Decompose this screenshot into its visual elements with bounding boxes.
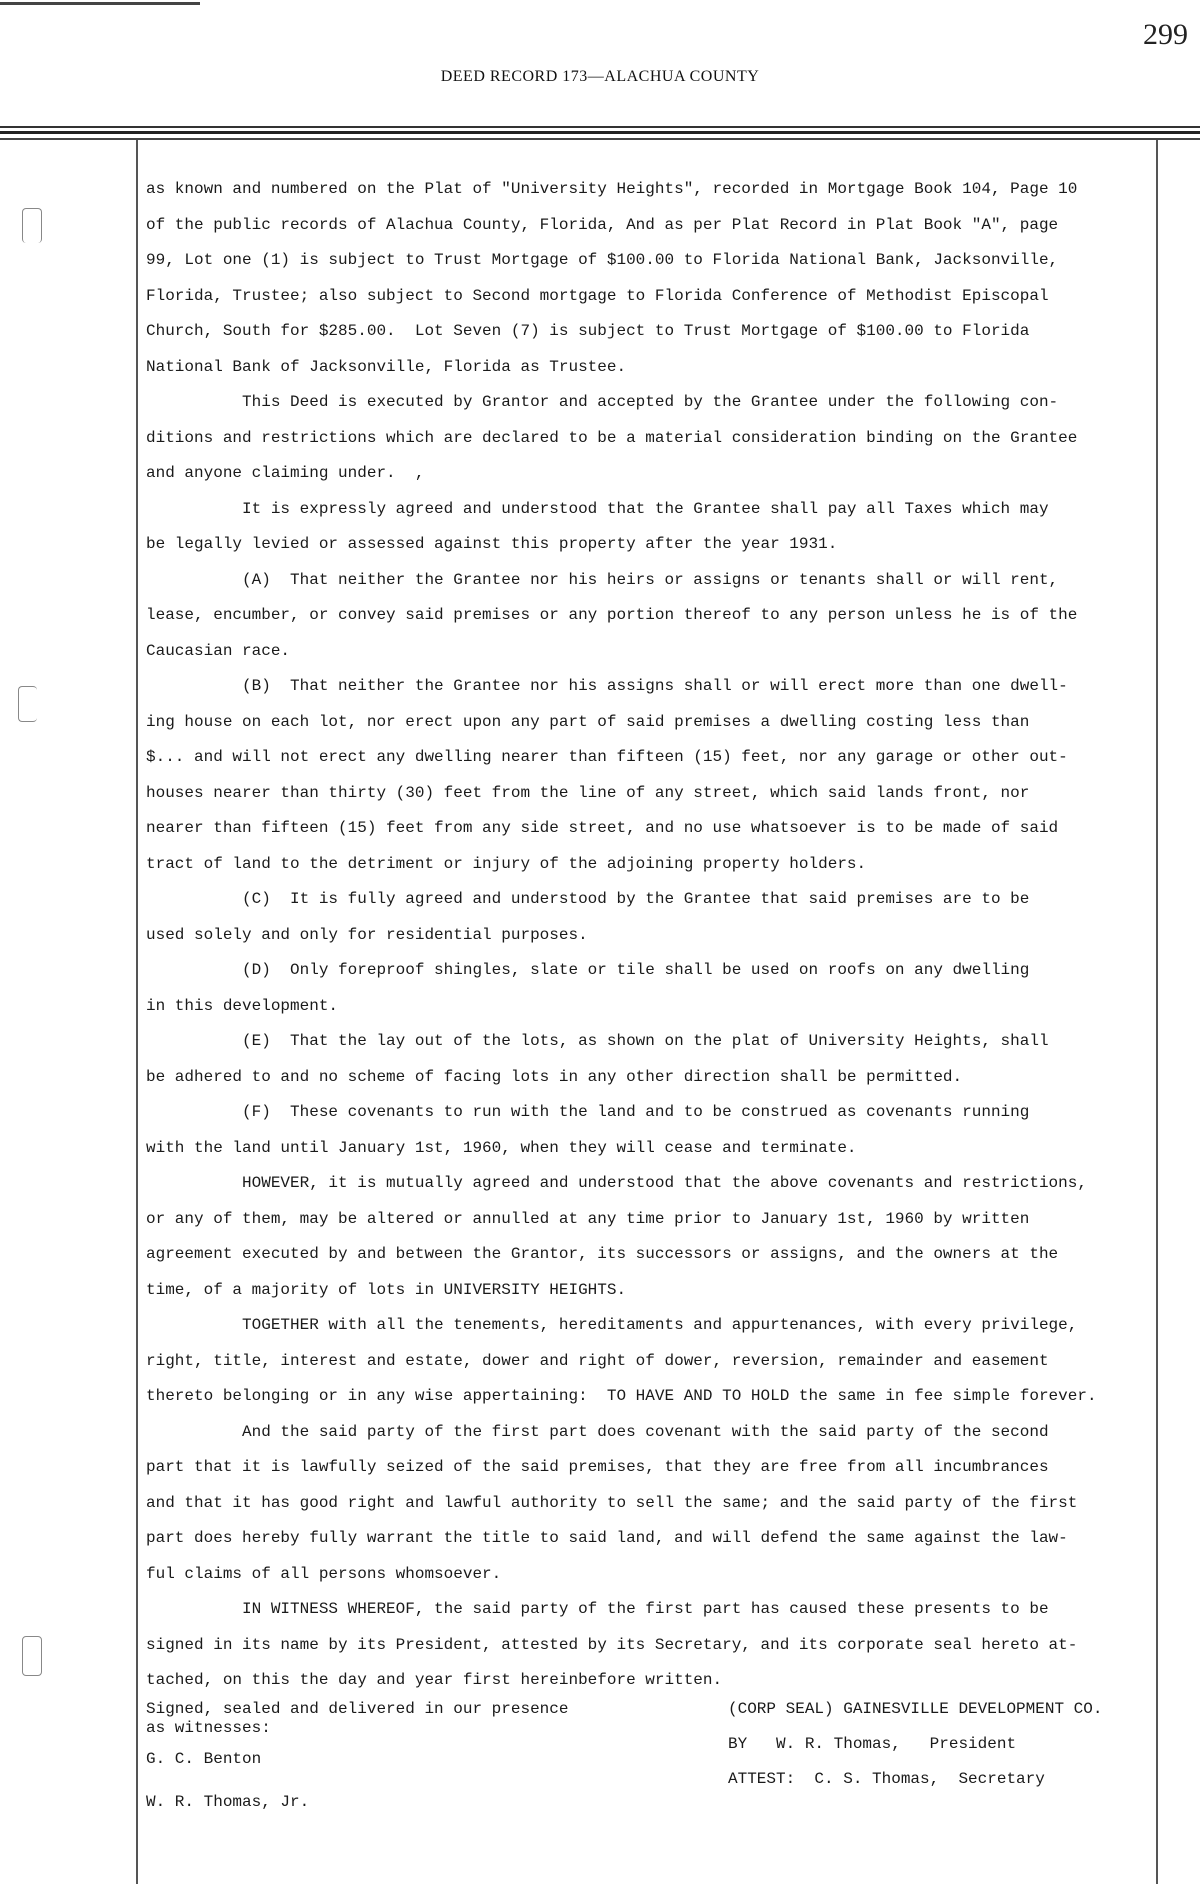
page-number: 299 — [1143, 18, 1188, 51]
secretary-attestation: ATTEST: C. S. Thomas, Secretary — [728, 1770, 1045, 1788]
text-line: be adhered to and no scheme of facing lots in any other direction shall be permitted. — [146, 1067, 963, 1086]
binder-hole-mark — [22, 1636, 42, 1676]
text-line: tract of land to the detriment or injury of the adjoining property holders. — [146, 854, 867, 873]
text-line: (B) That neither the Grantee nor his assigns shall or will erect more than one dwell- — [146, 677, 1068, 695]
text-line: (F) These covenants to run with the land and to be construed as covenants running — [146, 1103, 1030, 1121]
text-line: used solely and only for residential purposes. — [146, 925, 588, 944]
witness-heading: Signed, sealed and delivered in our presence as witnesses: — [146, 1700, 569, 1737]
header-rule — [0, 131, 1200, 134]
header-rule — [0, 138, 1200, 140]
text-line: houses nearer than thirty (30) feet from the line of any street, which said lands front, nor — [146, 783, 1030, 802]
text-line: part does hereby fully warrant the title to said land, and will defend the same against the law- — [146, 1529, 1068, 1547]
text-line: (D) Only foreproof shingles, slate or tile shall be used on roofs on any dwelling — [146, 961, 1030, 979]
text-line: Church, South for $285.00. Lot Seven (7) is subject to Trust Mortgage of $100.00 to Florida — [146, 322, 1030, 340]
binder-hole-mark — [18, 686, 37, 722]
header-rule — [0, 126, 1200, 128]
deed-body-text — [146, 172, 1146, 1699]
text-line: It is expressly agreed and understood that the Grantee shall pay all Taxes which may — [146, 499, 1049, 518]
text-line: 99, Lot one (1) is subject to Trust Mortgage of $100.00 to Florida National Bank, Jacksonville, — [146, 251, 1059, 269]
text-line: thereto belonging or in any wise appertaining: TO HAVE AND TO HOLD the same in fee simple forever. — [146, 1387, 1097, 1405]
text-line: Florida, Trustee; also subject to Second mortgage to Florida Conference of Methodist Episcopal — [146, 286, 1049, 305]
witness-name: G. C. Benton — [146, 1750, 262, 1768]
witness-column — [146, 1700, 666, 1811]
text-line: right, title, interest and estate, dower and right of dower, reversion, remainder and easement — [146, 1351, 1049, 1370]
text-line: TOGETHER with all the tenements, hereditaments and appurtenances, with every privilege, — [146, 1316, 1078, 1334]
text-line: National Bank of Jacksonville, Florida as Trustee. — [146, 357, 627, 376]
text-line: signed in its name by its President, attested by its Secretary, and its corporate seal hereto at- — [146, 1635, 1078, 1654]
text-line: with the land until January 1st, 1960, when they will cease and terminate. — [146, 1138, 857, 1157]
text-line: be legally levied or assessed against this property after the year 1931. — [146, 535, 838, 553]
text-line: ful claims of all persons whomsoever. — [146, 1564, 502, 1583]
text-line: IN WITNESS WHEREOF, the said party of the first part has caused these presents to be — [146, 1600, 1049, 1618]
binder-hole-mark — [22, 208, 42, 243]
text-line: (A) That neither the Grantee nor his heirs or assigns or tenants shall or will rent, — [146, 570, 1059, 589]
left-margin-rule — [136, 140, 138, 1884]
text-line: $... and will not erect any dwelling nearer than fifteen (15) feet, nor any garage or other out- — [146, 748, 1068, 766]
text-line: and that it has good right and lawful authority to sell the same; and the said party of the first — [146, 1493, 1078, 1512]
right-margin-rule — [1156, 140, 1158, 1884]
text-line: part that it is lawfully seized of the said premises, that they are free from all incumbrances — [146, 1458, 1049, 1476]
text-line: And the said party of the first part does covenant with the said party of the second — [146, 1422, 1049, 1441]
text-line: of the public records of Alachua County, Florida, And as per Plat Record in Plat Book "A", page — [146, 215, 1059, 234]
text-line: (E) That the lay out of the lots, as shown on the plat of University Heights, shall — [146, 1032, 1049, 1050]
text-line: (C) It is fully agreed and understood by the Grantee that said premises are to be — [146, 890, 1030, 908]
text-line: This Deed is executed by Grantor and accepted by the Grantee under the following con- — [146, 393, 1059, 411]
text-line: as known and numbered on the Plat of "University Heights", recorded in Mortgage Book 104, Page 10 — [146, 180, 1078, 198]
text-line: or any of them, may be altered or annulled at any time prior to January 1st, 1960 by written — [146, 1209, 1030, 1228]
text-line: in this development. — [146, 996, 339, 1015]
witness-name: W. R. Thomas, Jr. — [146, 1793, 310, 1811]
text-line: ing house on each lot, nor erect upon any part of said premises a dwelling costing less than — [146, 712, 1030, 731]
text-line: Caucasian race. — [146, 641, 291, 660]
text-line: nearer than fifteen (15) feet from any side street, and no use whatsoever is to be made of said — [146, 819, 1059, 837]
page-header: DEED RECORD 173—ALACHUA COUNTY — [440, 68, 760, 85]
top-edge-rule — [0, 2, 200, 5]
text-line: HOWEVER, it is mutually agreed and understood that the above covenants and restrictions, — [146, 1174, 1087, 1192]
text-line: agreement executed by and between the Grantor, its successors or assigns, and the owners at the — [146, 1245, 1059, 1263]
text-line: ditions and restrictions which are declared to be a material consideration binding on the Grantee — [146, 428, 1078, 447]
text-line: tached, on this the day and year first hereinbefore written. — [146, 1671, 723, 1689]
text-line: time, of a majority of lots in UNIVERSITY HEIGHTS. — [146, 1280, 627, 1299]
signature-block — [146, 1700, 1146, 1830]
president-signature: BY W. R. Thomas, President — [728, 1735, 1017, 1753]
corporate-seal-line: (CORP SEAL) GAINESVILLE DEVELOPMENT CO. — [728, 1700, 1103, 1718]
text-line: and anyone claiming under. , — [146, 464, 425, 482]
text-line: lease, encumber, or convey said premises or any portion thereof to any person unless he is of the — [146, 606, 1078, 624]
